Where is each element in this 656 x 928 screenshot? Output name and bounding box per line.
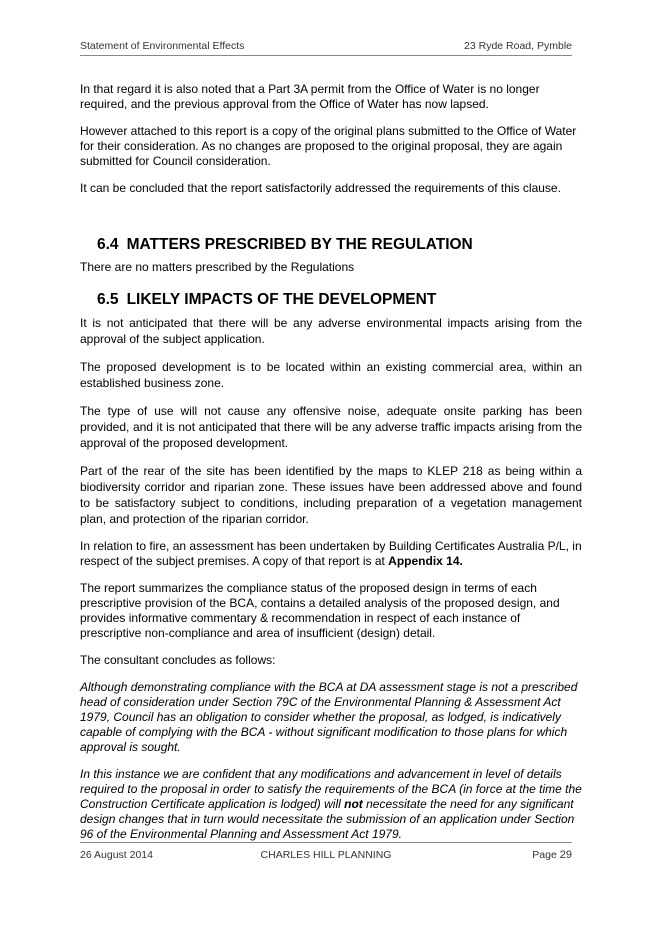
page-header <box>80 40 572 56</box>
paragraph: The type of use will not cause any offensive noise, adequate onsite parking has been provided, and it is not anticipated that there will be any adverse traffic impacts arising from the approval of the proposed development. <box>80 404 582 450</box>
section-title: LIKELY IMPACTS OF THE DEVELOPMENT <box>126 291 437 308</box>
paragraph: The report summarizes the compliance status of the proposed design in terms of each prescriptive provision of the BCA, contains a detailed analysis of the proposed design, and provides informative commentary & recommendation in respect of each instance of prescriptive non-compliance and area of insufficient (design) detail. <box>80 581 560 640</box>
paragraph: Part of the rear of the site has been identified by the maps to KLEP 218 as being within a biodiversity corridor and riparian zone. These issues have been addressed above and found to be satisfactory subject to conditions, including preparation of a vegetation management plan, and protection of the riparian corridor. <box>80 464 582 526</box>
paragraph-fire-assessment <box>80 539 582 569</box>
fire-text: In relation to fire, an assessment has been undertaken by Building Certificates Australia P/L, in respect of the subject premises. A copy of that report is at <box>80 539 582 568</box>
quote-paragraph: Although demonstrating compliance with the BCA at DA assessment stage is not a prescribed head of consideration under Section 79C of the Environmental Planning & Assessment Act 1979, Council has an obligation to consider whether the proposal, as lodged, is indicatively capable of complying with the BCA - without significant modification to those plans for which approval is sought. <box>80 680 578 754</box>
appendix-reference: Appendix 14. <box>388 554 463 568</box>
section-number: 6.5 <box>97 291 119 308</box>
footer-page <box>532 849 572 861</box>
quote-paragraph <box>80 767 582 842</box>
paragraph: However attached to this report is a copy of the original plans submitted to the Office of Water for their consideration. As no changes are proposed to the original proposal, they are again submitted for Council consideration. <box>80 124 577 168</box>
paragraph: It can be concluded that the report satisfactorily addressed the requirements of this clause. <box>80 181 561 195</box>
paragraph: It is not anticipated that there will be any adverse environmental impacts arising from the approval of the subject application. <box>80 316 582 346</box>
paragraph: The consultant concludes as follows: <box>80 653 276 667</box>
header-address: 23 Ryde Road, Pymble <box>464 40 572 52</box>
paragraph: In that regard it is also noted that a Part 3A permit from the Office of Water is no longer required, and the previous approval from the Office of Water has now lapsed. <box>80 82 540 111</box>
page-footer <box>80 842 572 863</box>
quote-emphasis: not <box>344 797 363 811</box>
footer-date: 26 August 2014 <box>80 849 153 861</box>
paragraph: The proposed development is to be located within an existing commercial area, within an established business zone. <box>80 360 582 390</box>
paragraph: There are no matters prescribed by the Regulations <box>80 260 355 274</box>
page-label: Page <box>532 849 557 861</box>
section-heading-6-5 <box>80 291 582 309</box>
section-title: MATTERS PRESCRIBED BY THE REGULATION <box>126 236 473 253</box>
page-number: 29 <box>559 849 572 861</box>
section-heading-6-4 <box>80 236 582 254</box>
page-content <box>80 82 582 854</box>
footer-company: CHARLES HILL PLANNING <box>260 849 392 861</box>
quote-text: necessitate the need for any significant design changes that in turn would necessitate the submission of an application under Section 96 of the Environmental Planning and Assessment Act 1979. <box>80 797 575 841</box>
section-number: 6.4 <box>97 236 119 253</box>
header-document-title: Statement of Environmental Effects <box>80 40 245 52</box>
quote-text: In this instance we are confident that any modifications and advancement in level of details required to the proposal in order to satisfy the requirements of the BCA (in force at the time the Construction Certificate application is lodged) will <box>80 767 582 811</box>
